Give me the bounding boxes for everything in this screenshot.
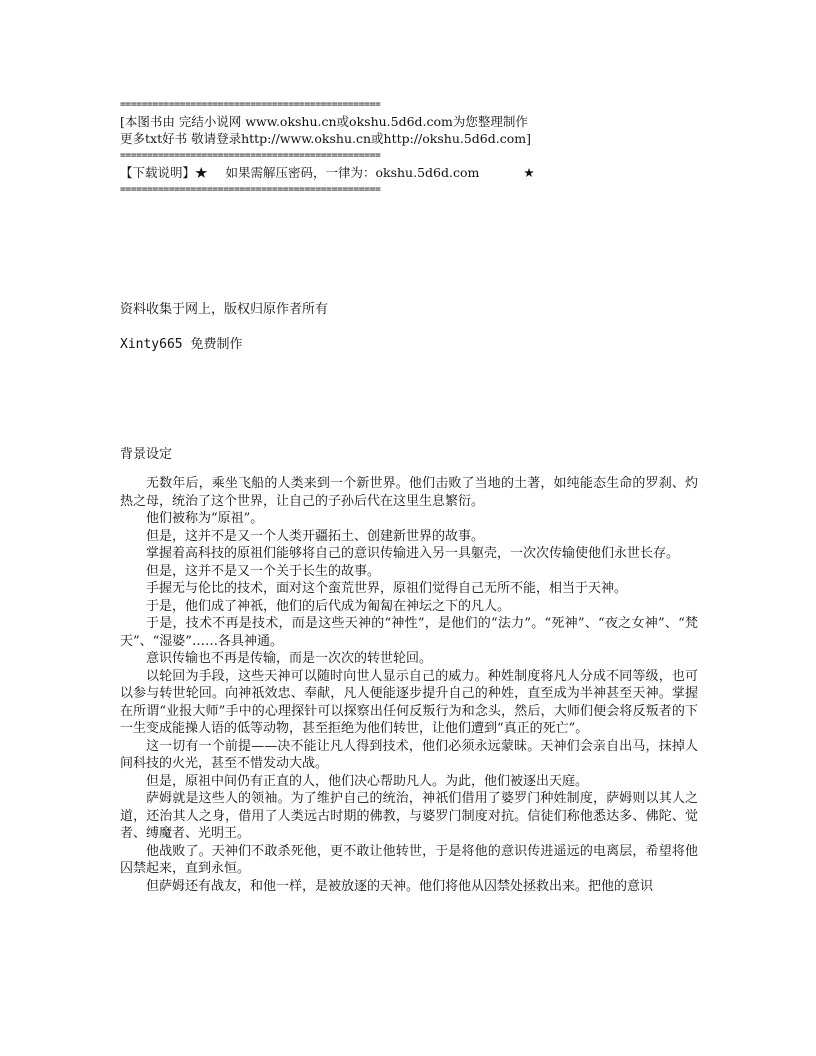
paragraph: 于是，他们成了神祇，他们的后代成为匍匐在神坛之下的凡人。 bbox=[146, 598, 511, 614]
download-label: 【下载说明】★ bbox=[120, 165, 208, 180]
credit-line: Xinty665 免费制作 bbox=[120, 337, 243, 352]
star-icon: ★ bbox=[523, 165, 535, 180]
paragraph: 以轮回为手段，这些天神可以随时向世人显示自己的威力。种姓制度将凡人分成不同等级，也可以参与转世轮回。向神祇效忠、奉献，凡人便能逐步提升自己的种姓，直至成为半神甚至天神。掌握在所谓“业报大师”手中的心理探针可以探察出任何反叛行为和念头，然后，大师们便会将反叛者的下一生变成能操人语的低等动物，甚至拒绝为他们转世，让他们遭到“真正的死亡”。 bbox=[120, 668, 698, 736]
separator-rule-middle: ================================================ bbox=[120, 150, 381, 161]
paragraph: 这一切有一个前提——决不能让凡人得到技术，他们必须永远蒙昧。天神们会亲自出马，抹掉人间科技的火光，甚至不惜发动大战。 bbox=[120, 738, 698, 771]
download-notice bbox=[120, 164, 700, 181]
paragraph: 但是，原祖中间仍有正直的人，他们决心帮助凡人。为此，他们被逐出天庭。 bbox=[146, 773, 589, 789]
paragraph: 但是，这并不是又一个关于长生的故事。 bbox=[146, 563, 381, 579]
body-text bbox=[120, 475, 698, 895]
paragraph: 手握无与伦比的技术，面对这个蛮荒世界，原祖们觉得自己无所不能，相当于天神。 bbox=[146, 581, 628, 596]
paragraph: 无数年后，乘坐飞船的人类来到一个新世界。他们击败了当地的土著，如纯能态生命的罗刹、灼热之母，统治了这个世界，让自己的子孙后代在这里生息繁衍。 bbox=[120, 476, 698, 509]
separator-rule-top: ================================================ bbox=[120, 99, 381, 110]
copyright-notice: 资料收集于网上，版权归原作者所有 bbox=[120, 302, 329, 317]
paragraph: 他战败了。天神们不敢杀死他，更不敢让他转世，于是将他的意识传进遥远的电离层，希望将他囚禁起来，直到永恒。 bbox=[120, 843, 698, 876]
paragraph: 意识传输也不再是传输，而是一次次的转世轮回。 bbox=[146, 651, 433, 666]
paragraph: 但萨姆还有战友，和他一样，是被放逐的天神。他们将他从囚禁处拯救出来。把他的意识 bbox=[146, 878, 654, 894]
source-line: [本图书由 完结小说网 www.okshu.cn或okshu.5d6d.com为您整理制作 bbox=[120, 114, 528, 129]
paragraph: 萨姆就是这些人的领袖。为了维护自己的统治，神祇们借用了婆罗门种姓制度，萨姆则以其人之道，还治其人之身，借用了人类远古时期的佛教，与婆罗门制度对抗。信徒们称他悉达多、佛陀、觉者、缚魔者、光明王。 bbox=[120, 791, 698, 841]
download-password-text: 如果需解压密码，一律为：okshu.5d6d.com bbox=[225, 165, 480, 180]
paragraph: 于是，技术不再是技术，而是这些天神的“神性”，是他们的“法力”。“死神”、“夜之女神”、“梵天”、“湿婆”……各具神通。 bbox=[120, 616, 698, 649]
more-books-line: 更多txt好书 敬请登录http://www.okshu.cn或http://okshu.5d6d.com] bbox=[120, 131, 531, 146]
paragraph: 但是，这并不是又一个人类开疆拓土、创建新世界的故事。 bbox=[146, 528, 485, 544]
separator-rule-bottom: ================================================ bbox=[120, 184, 381, 195]
paragraph: 掌握着高科技的原祖们能够将自己的意识传输进入另一具躯壳，一次次传输使他们永世长存。 bbox=[146, 546, 680, 561]
paragraph: 他们被称为“原祖”。 bbox=[146, 511, 264, 526]
section-title: 背景设定 bbox=[120, 447, 173, 462]
download-header bbox=[120, 96, 700, 198]
